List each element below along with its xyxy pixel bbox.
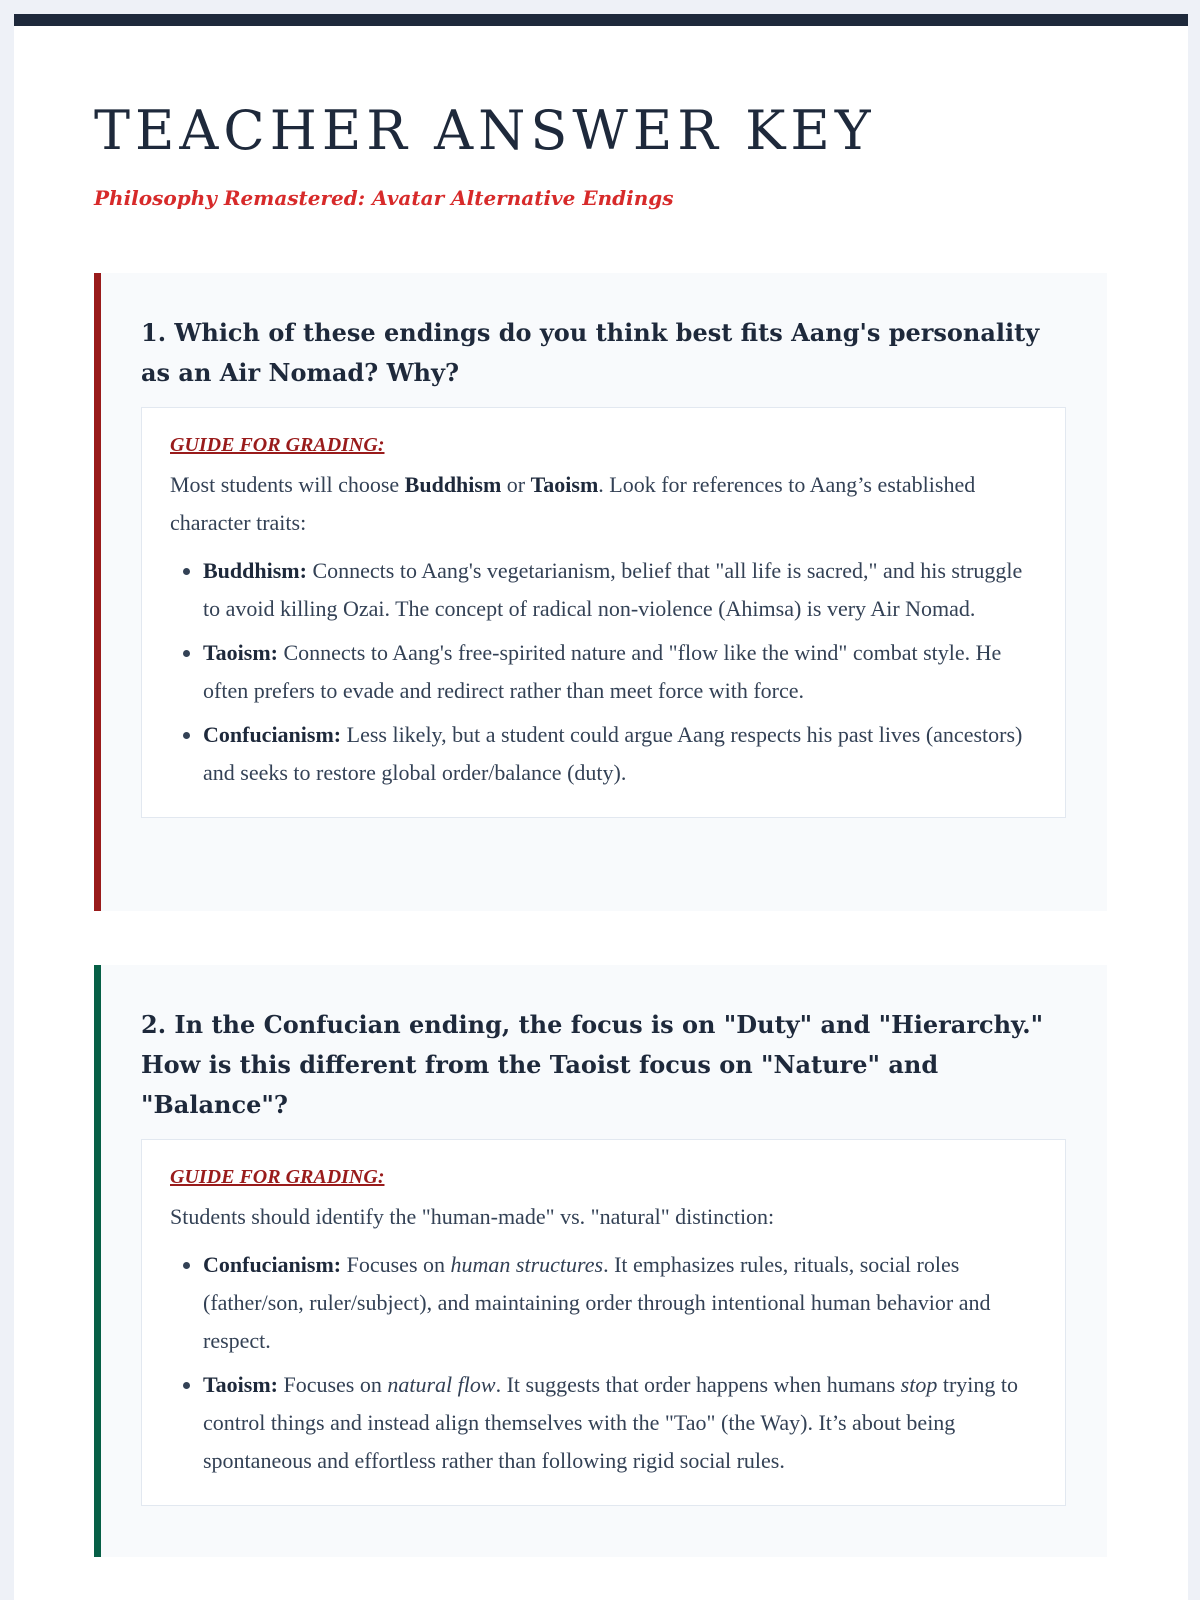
guide-label: GUIDE FOR GRADING: <box>170 434 385 456</box>
question-1-text: 1. Which of these endings do you think best fits Aang's personality as an Air Nomad? Why? <box>141 318 1040 387</box>
grading-guide-2 <box>141 1139 1066 1506</box>
page-subtitle: Philosophy Remastered: Avatar Alternative Endings <box>94 186 674 210</box>
list-item: • Taoism: Focuses on natural flow. It suggests that order happens when humans stop trying to control things and instead align themselves with the "Tao" (the Way). It’s about being spontaneous and effortless rather than following rigid social rules. <box>203 1366 1038 1480</box>
grading-guide-1 <box>141 407 1066 818</box>
question-2-text: 2. In the Confucian ending, the focus is on "Duty" and "Hierarchy." How is this different from the Taoist focus on "Nature" and "Balance"? <box>141 1010 1044 1119</box>
list-item: • Taoism: Connects to Aang's free-spirited nature and "flow like the wind" combat style. He often prefers to evade and redirect rather than meet force with force. <box>203 634 1038 710</box>
question-card-1 <box>94 273 1107 911</box>
guide-intro: Most students will choose Buddhism or Taoism. Look for references to Aang’s established character traits: <box>170 472 976 535</box>
guide-label: GUIDE FOR GRADING: <box>170 1166 385 1188</box>
guide-bullet-list <box>170 552 1038 792</box>
list-item: • Confucianism: Less likely, but a student could argue Aang respects his past lives (ancestors) and seeks to restore global order/balance (duty). <box>203 716 1038 792</box>
guide-intro: Students should identify the "human-made" vs. "natural" distinction: <box>170 1204 775 1229</box>
guide-bullet-list <box>170 1246 1038 1480</box>
answer-key-page <box>14 14 1188 1600</box>
list-item: • Confucianism: Focuses on human structures. It emphasizes rules, rituals, social roles (father/son, ruler/subject), and maintaining order through intentional human behavior and respect. <box>203 1246 1038 1360</box>
page-title: TEACHER ANSWER KEY <box>94 99 876 162</box>
question-card-2 <box>94 965 1107 1557</box>
list-item: • Buddhism: Connects to Aang's vegetarianism, belief that "all life is sacred," and his struggle to avoid killing Ozai. The concept of radical non-violence (Ahimsa) is very Air Nomad. <box>203 552 1038 628</box>
